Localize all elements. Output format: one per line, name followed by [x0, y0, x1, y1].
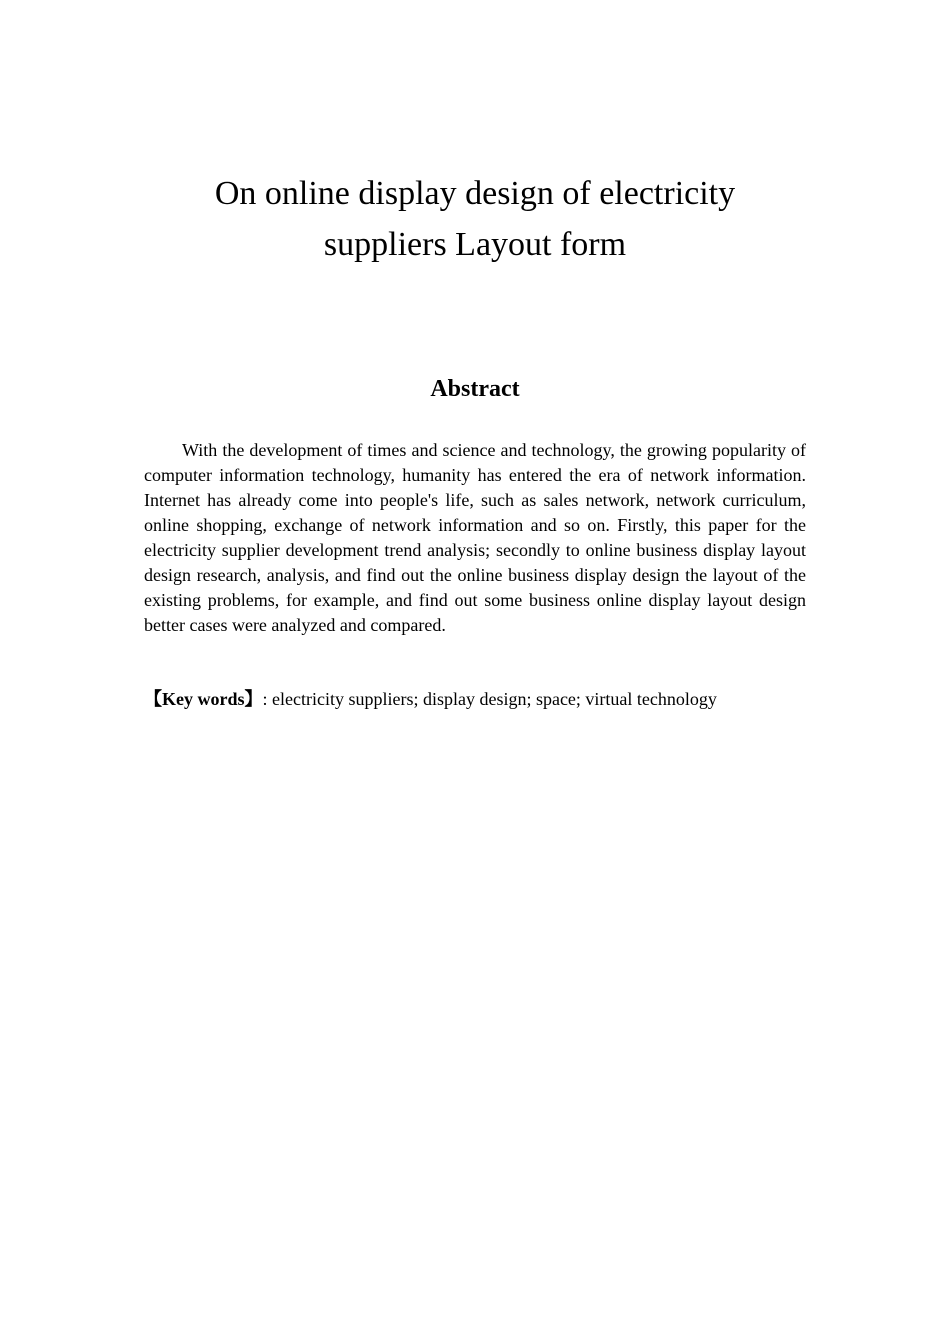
keywords-open-bracket: 【	[144, 689, 162, 709]
keywords-line	[144, 687, 806, 712]
paper-title-line-2: suppliers Layout form	[323, 226, 627, 263]
abstract-paragraph: With the development of times and science and technology, the growing popularity of computer information technology, humanity has entered the era of network information. Internet has already come into people's life, such as sales network, network curriculum, online shopping, exchange of network information and so on. Firstly, this paper for the electricity supplier development trend analysis; secondly to online business display layout design research, analysis, and find out the online business display design the layout of the existing problems, for example, and find out some business online display layout design better cases were analyzed and compared.	[144, 440, 806, 635]
paper-title	[150, 168, 800, 270]
keywords-close-bracket: 】	[244, 689, 263, 709]
keywords-list: : electricity suppliers; display design; space; virtual technology	[262, 689, 717, 709]
abstract-heading: Abstract	[430, 376, 520, 402]
keywords-label: Key words	[162, 689, 245, 709]
paper-title-line-1: On online display design of electricity	[214, 175, 736, 212]
